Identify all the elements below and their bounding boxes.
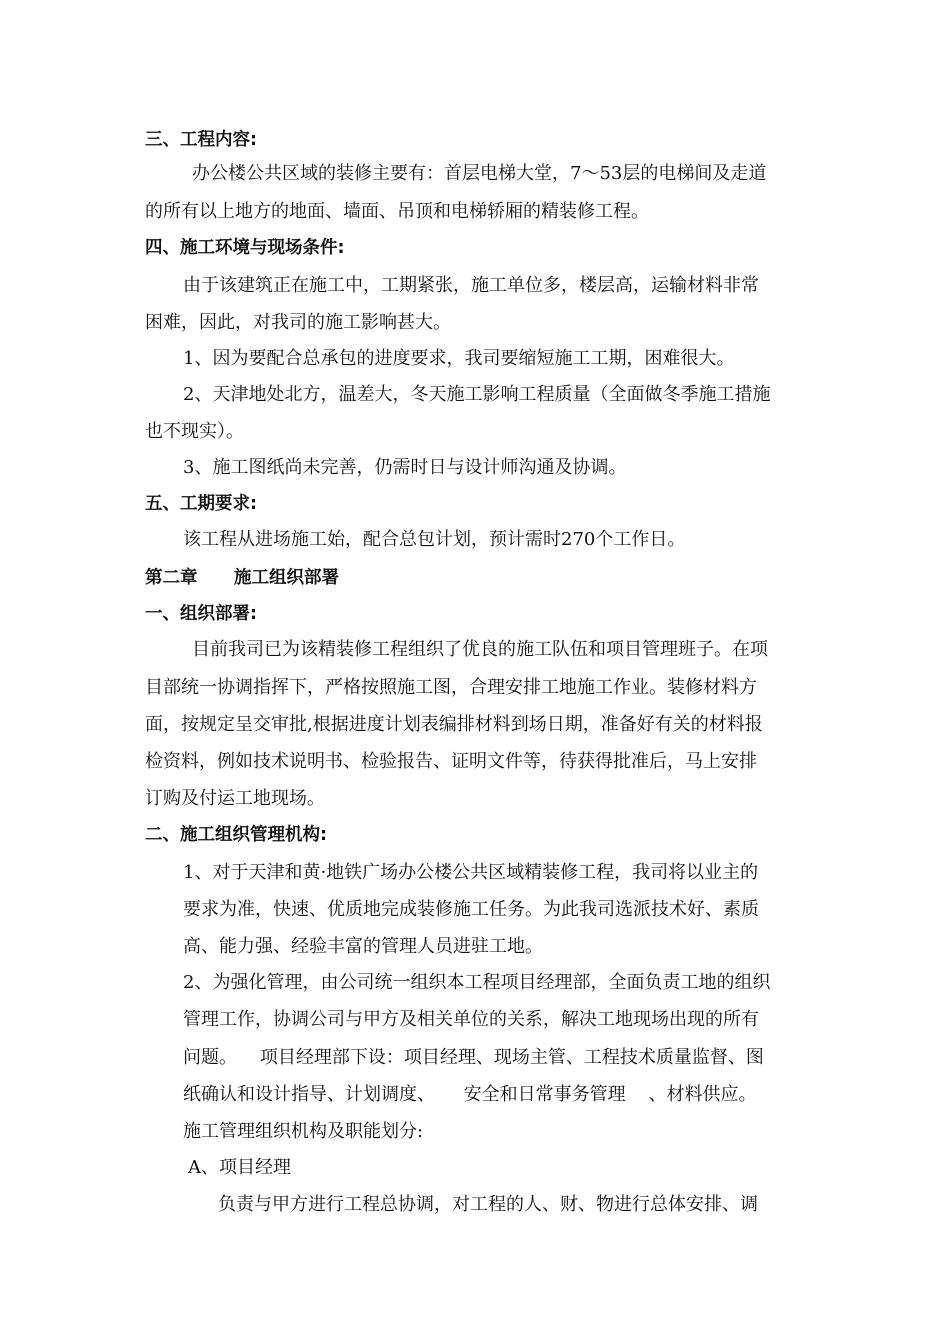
list-item: 1、对于天津和黄·地铁广场办公楼公共区域精装修工程，我司将以业主的 [183, 862, 759, 883]
paragraph-line: 由于该建筑正在施工中，工期紧张，施工单位多，楼层高，运输材料非常 [183, 275, 759, 296]
paragraph-line: 负责与甲方进行工程总协调，对工程的人、财、物进行总体安排、调 [218, 1194, 758, 1215]
paragraph-line: 管理工作，协调公司与甲方及相关单位的关系，解决工地现场出现的所有 [183, 1009, 759, 1030]
paragraph-line: 目部统一协调指挥下，严格按照施工图，合理安排工地施工作业。装修材料方 [145, 677, 757, 698]
list-item: 2、天津地处北方，温差大，冬天施工影响工程质量（全面做冬季施工措施 [183, 384, 771, 405]
paragraph-line: 也不现实）。 [145, 421, 244, 442]
list-item: 3、施工图纸尚未完善，仍需时日与设计师沟通及协调。 [183, 457, 627, 478]
paragraph-line: 订购及付运工地现场。 [145, 788, 325, 809]
paragraph-line: 高、能力强、经验丰富的管理人员进驻工地。 [183, 936, 543, 957]
paragraph-line: 问题。 项目经理部下设：项目经理、现场主管、工程技术质量监督、图 [183, 1047, 764, 1068]
paragraph-line: 要求为准，快速、优质地完成装修施工任务。为此我司选派技术好、素质 [183, 899, 759, 920]
section-heading-site-conditions: 四、施工环境与现场条件: [145, 238, 345, 258]
section-heading-management: 二、施工组织管理机构: [145, 825, 327, 845]
paragraph-line: 的所有以上地方的地面、墙面、吊顶和电梯轿厢的精装修工程。 [145, 201, 649, 222]
paragraph-line: 检资料，例如技术说明书、检验报告、证明文件等，待获得批准后，马上安排 [145, 751, 757, 772]
subsection-heading: A、项目经理 [188, 1157, 291, 1178]
paragraph-line: 施工管理组织机构及职能划分: [183, 1121, 424, 1142]
paragraph-line: 面，按规定呈交审批,根据进度计划表编排材料到场日期，准备好有关的材料报 [145, 714, 763, 735]
list-item: 1、因为要配合总承包的进度要求，我司要缩短施工工期，困难很大。 [183, 348, 735, 369]
paragraph-line: 困难，因此，对我司的施工影响甚大。 [145, 312, 451, 333]
section-heading-organization: 一、组织部署: [145, 604, 257, 624]
section-heading-project-content: 三、工程内容: [145, 130, 257, 150]
paragraph-line: 目前我司已为该精装修工程组织了优良的施工队伍和项目管理班子。在项 [192, 639, 768, 660]
paragraph-line: 办公楼公共区域的装修主要有：首层电梯大堂，7～53层的电梯间及走道 [192, 163, 767, 184]
section-heading-schedule: 五、工期要求: [145, 494, 257, 514]
paragraph-line: 该工程从进场施工始，配合总包计划，预计需时270个工作日。 [183, 529, 686, 550]
chapter-title: 第二章 施工组织部署 [145, 568, 340, 588]
paragraph-line: 纸确认和设计指导、计划调度、 安全和日常事务管理 、材料供应。 [183, 1084, 757, 1105]
list-item: 2、为强化管理，由公司统一组织本工程项目经理部，全面负责工地的组织 [183, 972, 771, 993]
